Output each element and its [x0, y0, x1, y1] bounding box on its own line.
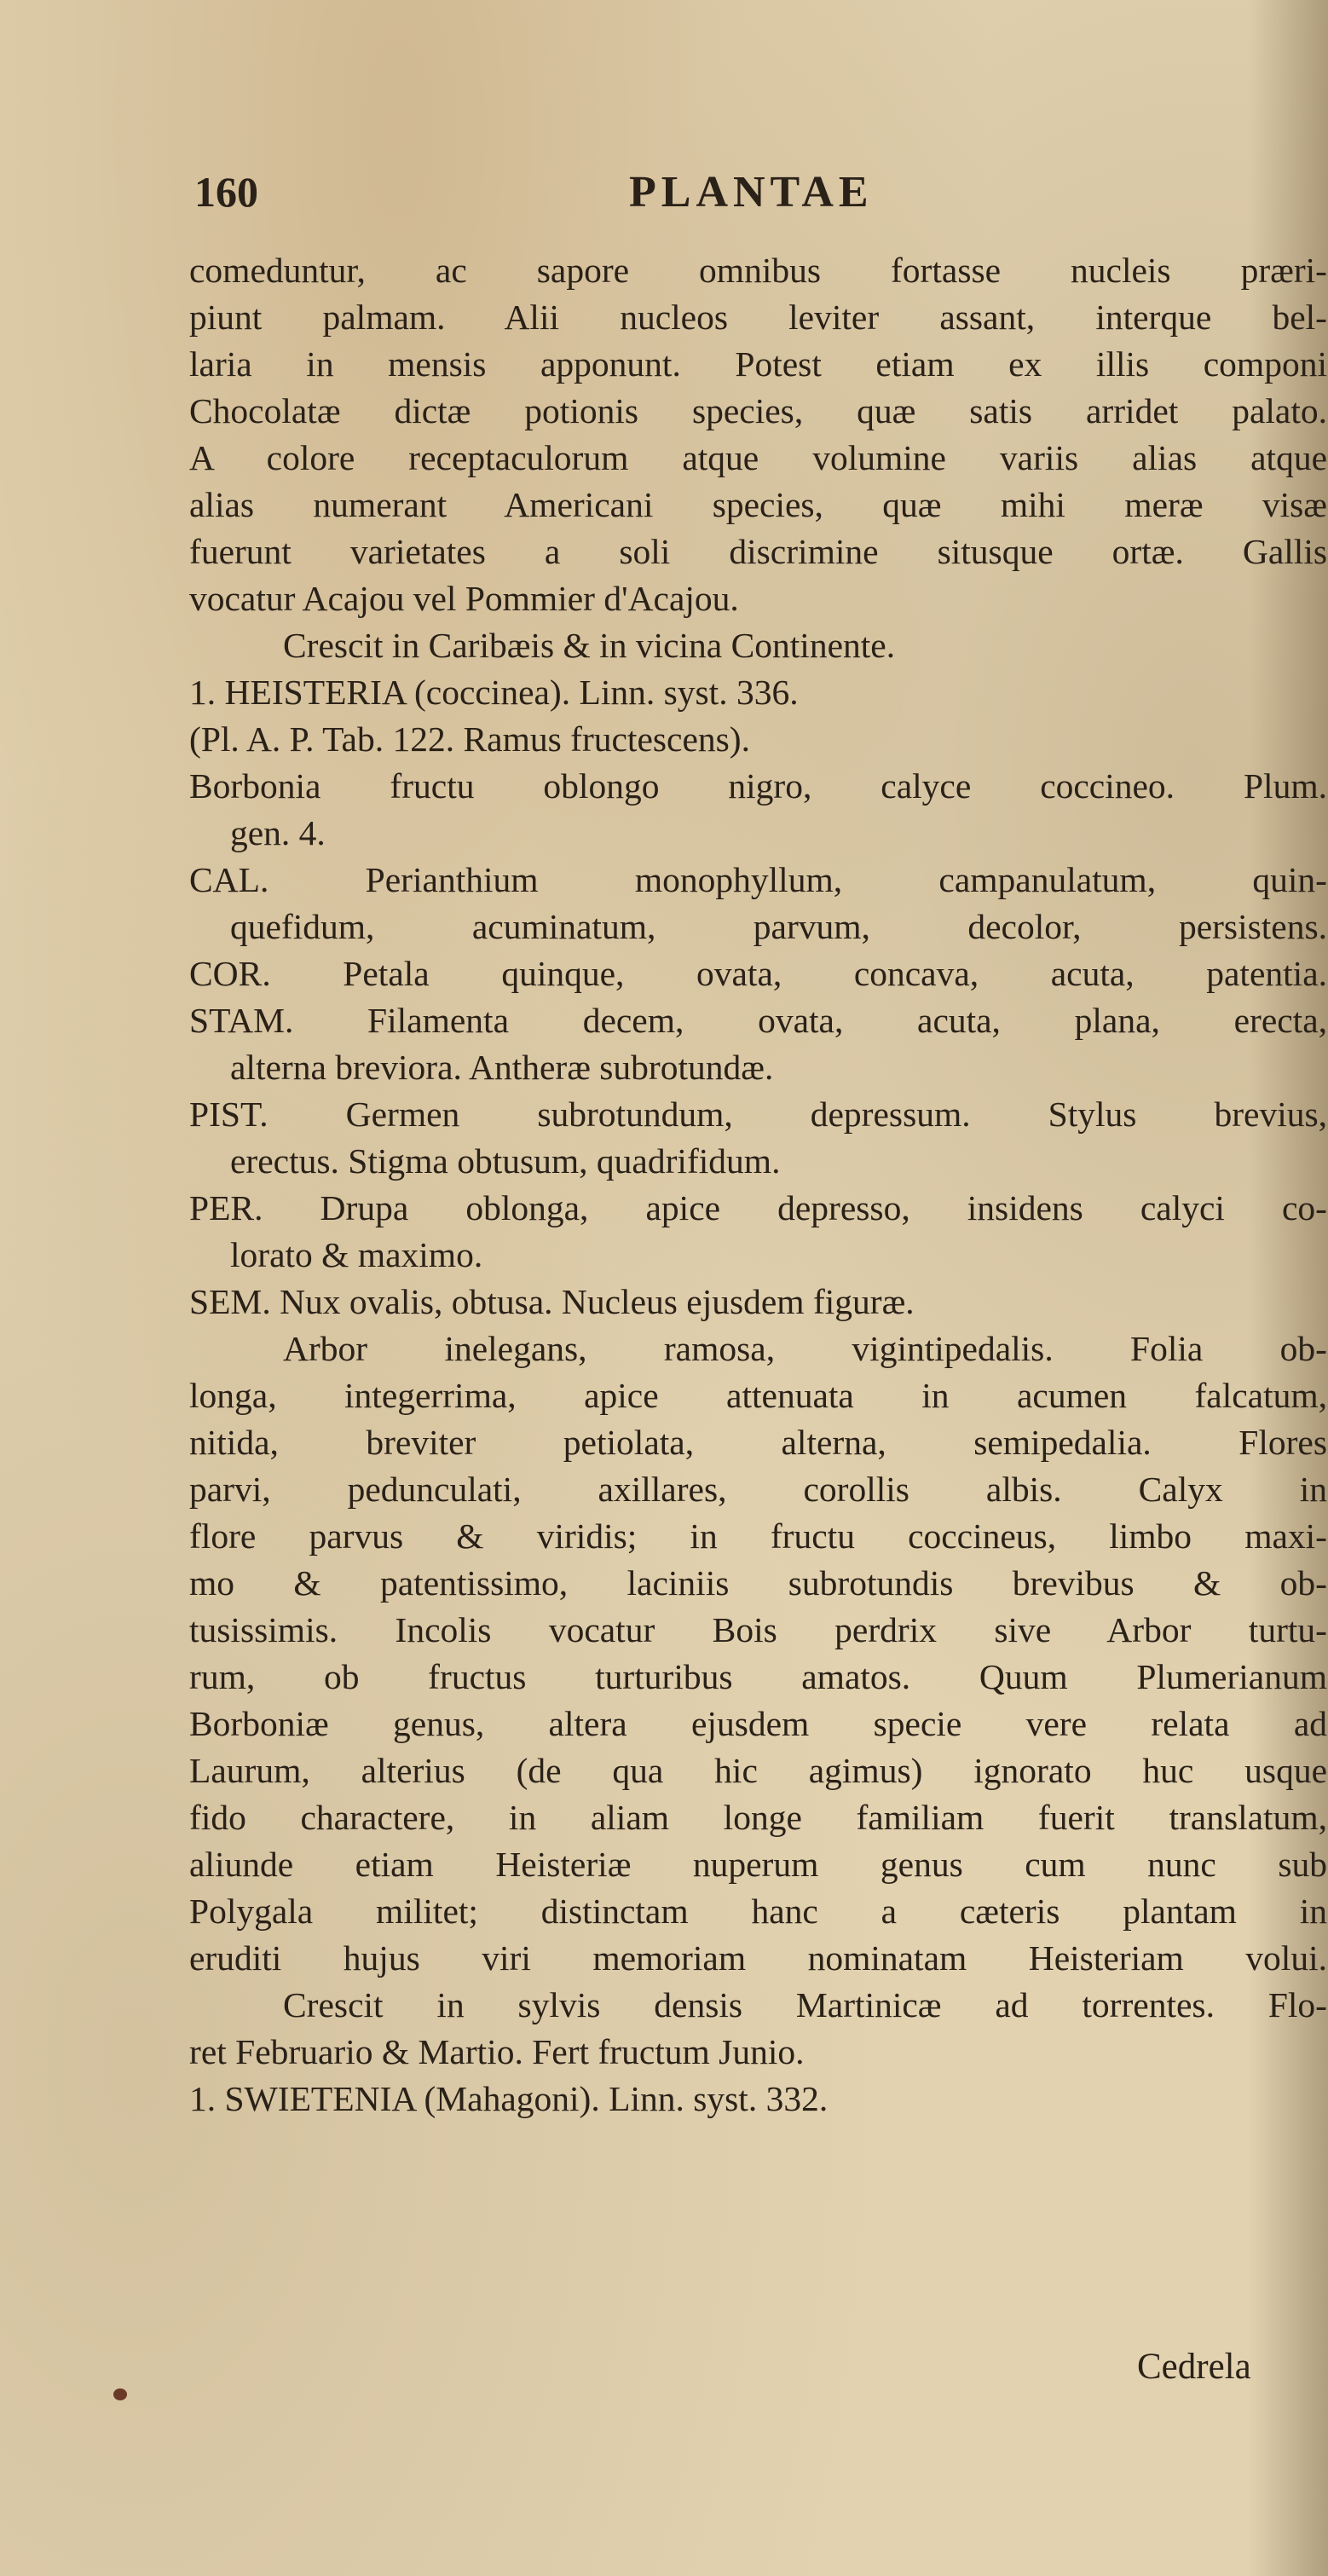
text-line: Borboniæ genus, altera ejusdem specie vere relata ad: [189, 1704, 1327, 1743]
text-line: longa, integerrima, apice attenuata in acumen falcatum,: [189, 1376, 1327, 1415]
text-line: lorato & maximo.: [230, 1235, 483, 1274]
text-line: quefidum, acuminatum, parvum, decolor, persistens.: [230, 907, 1327, 946]
text-line: fido charactere, in aliam longe familiam fuerit translatum,: [189, 1798, 1327, 1837]
body-text: [189, 247, 1327, 2123]
text-line: comeduntur, ac sapore omnibus fortasse nucleis præri-: [189, 251, 1327, 290]
text-line: SEM. Nux ovalis, obtusa. Nucleus ejusdem figuræ.: [189, 1282, 915, 1321]
text-line: laria in mensis apponunt. Potest etiam ex illis componi: [189, 344, 1327, 384]
text-line: 1. HEISTERIA (coccinea). Linn. syst. 336.: [189, 673, 799, 712]
text-line: fuerunt varietates a soli discrimine situsque ortæ. Gallis: [189, 532, 1327, 571]
text-line: CAL. Perianthium monophyllum, campanulatum, quin-: [189, 860, 1327, 899]
text-line: alterna breviora. Antheræ subrotundæ.: [230, 1048, 774, 1087]
ink-spot: [113, 2388, 127, 2400]
text-line: ret Februario & Martio. Fert fructum Junio.: [189, 2032, 805, 2071]
text-line: (Pl. A. P. Tab. 122. Ramus fructescens).: [189, 719, 750, 759]
text-line: PER. Drupa oblonga, apice depresso, insidens calyci co-: [189, 1188, 1327, 1227]
text-line: vocatur Acajou vel Pommier d'Acajou.: [189, 579, 739, 618]
text-line: Crescit in Caribæis & in vicina Continente.: [283, 626, 896, 665]
page-header: [194, 167, 1192, 227]
text-line: COR. Petala quinque, ovata, concava, acuta, patentia.: [189, 954, 1327, 993]
page-number: 160: [194, 168, 258, 216]
text-line: Borbonia fructu oblongo nigro, calyce coccineo. Plum.: [189, 766, 1327, 806]
catchword: Cedrela: [1137, 2347, 1251, 2387]
text-line: PIST. Germen subrotundum, depressum. Stylus brevius,: [189, 1095, 1327, 1134]
text-line: Crescit in sylvis densis Martinicæ ad torrentes. Flo-: [283, 1985, 1327, 2024]
text-line: Arbor inelegans, ramosa, vigintipedalis. Folia ob-: [283, 1329, 1327, 1368]
text-line: STAM. Filamenta decem, ovata, acuta, plana, erecta,: [189, 1001, 1327, 1040]
text-line: rum, ob fructus turturibus amatos. Quum Plumerianum: [189, 1657, 1327, 1696]
text-line: alias numerant Americani species, quæ mihi meræ visæ: [189, 485, 1327, 524]
text-line: parvi, pedunculati, axillares, corollis albis. Calyx in: [189, 1470, 1327, 1509]
text-line: Chocolatæ dictæ potionis species, quæ satis arridet palato.: [189, 391, 1327, 430]
text-line: Laurum, alterius (de qua hic agimus) ignorato huc usque: [189, 1751, 1327, 1790]
text-line: erectus. Stigma obtusum, quadrifidum.: [230, 1141, 781, 1181]
text-line: aliunde etiam Heisteriæ nuperum genus cum nunc sub: [189, 1845, 1327, 1884]
text-line: gen. 4.: [230, 813, 326, 852]
text-line: eruditi hujus viri memoriam nominatam Heisteriam volui.: [189, 1938, 1327, 1978]
text-line: nitida, breviter petiolata, alterna, semipedalia. Flores: [189, 1423, 1327, 1462]
text-line: flore parvus & viridis; in fructu coccineus, limbo maxi-: [189, 1516, 1327, 1556]
text-line: mo & patentissimo, laciniis subrotundis brevibus & ob-: [189, 1563, 1327, 1603]
text-line: tusissimis. Incolis vocatur Bois perdrix sive Arbor turtu-: [189, 1610, 1327, 1649]
running-title: PLANTAE: [629, 168, 874, 217]
text-line: A colore receptaculorum atque volumine variis alias atque: [189, 438, 1327, 477]
text-line: 1. SWIETENIA (Mahagoni). Linn. syst. 332.: [189, 2079, 829, 2118]
text-line: piunt palmam. Alii nucleos leviter assant, interque bel-: [189, 297, 1327, 337]
text-line: Polygala militet; distinctam hanc a cæteris plantam in: [189, 1892, 1327, 1931]
